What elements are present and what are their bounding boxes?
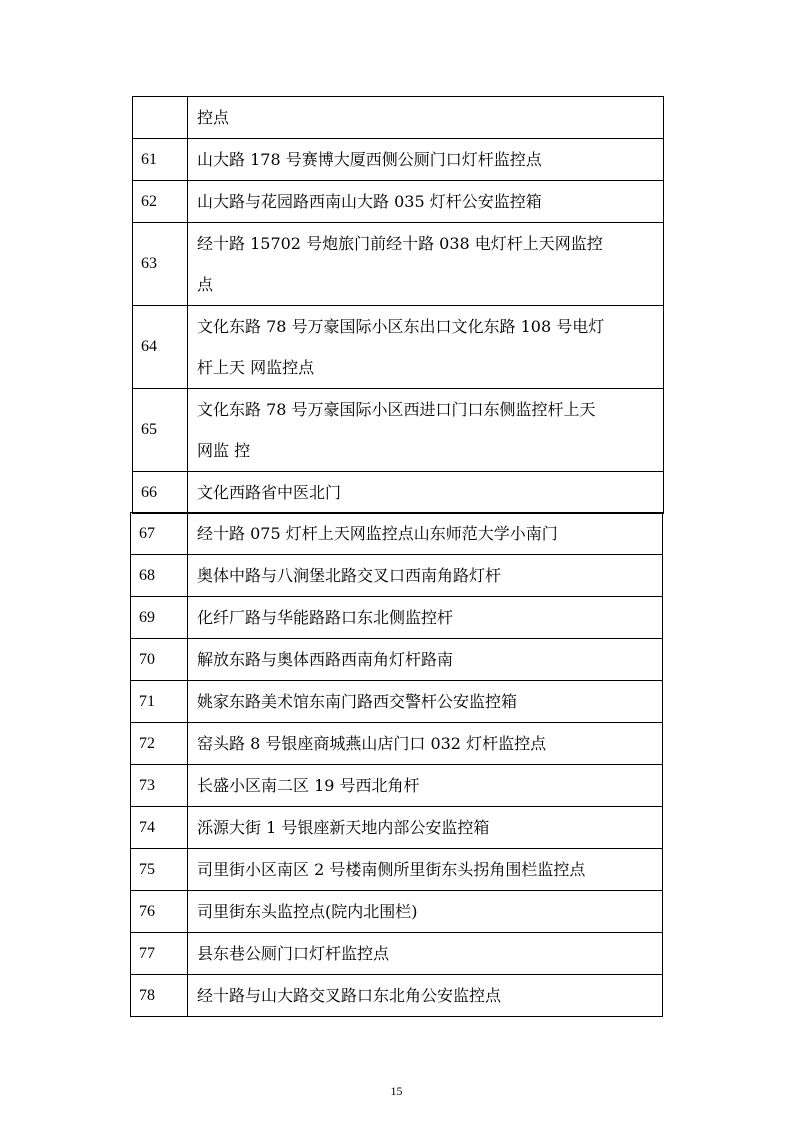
row-number: 77: [131, 933, 188, 975]
row-number: 70: [131, 639, 188, 681]
row-number: 69: [131, 597, 188, 639]
table-row: [133, 139, 664, 181]
monitoring-points-table-lower: [130, 512, 663, 1017]
table-row: [133, 472, 664, 514]
row-number: 78: [131, 975, 188, 1017]
row-number: 65: [133, 389, 188, 472]
row-number: 75: [131, 849, 188, 891]
row-number: 66: [133, 472, 188, 514]
row-number: 74: [131, 807, 188, 849]
row-location: 长盛小区南二区 19 号西北角杆: [188, 765, 663, 807]
row-location: 司里街东头监控点(院内北围栏): [188, 891, 663, 933]
page-number: 15: [390, 1084, 403, 1098]
row-location: 山大路与花园路西南山大路 035 灯杆公安监控箱: [188, 181, 664, 223]
row-location: 经十路 075 灯杆上天网监控点山东师范大学小南门: [188, 513, 663, 555]
table-row: [131, 849, 663, 891]
table-row: [131, 765, 663, 807]
row-location: 司里街小区南区 2 号楼南侧所里街东头拐角围栏监控点: [188, 849, 663, 891]
row-number: 63: [133, 223, 188, 306]
row-location: 山大路 178 号赛博大厦西侧公厕门口灯杆监控点: [188, 139, 664, 181]
table-row: [131, 933, 663, 975]
row-location: 解放东路与奥体西路西南角灯杆路南: [188, 639, 663, 681]
row-location: 文化东路 78 号万豪国际小区西进口门口东侧监控杆上天 网监 控: [188, 389, 664, 472]
table-row: [133, 181, 664, 223]
row-number: 72: [131, 723, 188, 765]
monitoring-points-table-upper: [132, 96, 664, 514]
table-row: [133, 389, 664, 472]
row-number: 62: [133, 181, 188, 223]
row-location: 县东巷公厕门口灯杆监控点: [188, 933, 663, 975]
table-row: [131, 639, 663, 681]
table-row: [133, 223, 664, 306]
table-row: [131, 807, 663, 849]
row-number: 68: [131, 555, 188, 597]
row-number: 61: [133, 139, 188, 181]
table-row: [133, 97, 664, 139]
row-location: 窑头路 8 号银座商城燕山店门口 032 灯杆监控点: [188, 723, 663, 765]
row-location: 控点: [188, 97, 664, 139]
row-location: 文化东路 78 号万豪国际小区东出口文化东路 108 号电灯 杆上天 网监控点: [188, 306, 664, 389]
row-location: 经十路与山大路交叉路口东北角公安监控点: [188, 975, 663, 1017]
table-row: [133, 306, 664, 389]
row-location: 经十路 15702 号炮旅门前经十路 038 电灯杆上天网监控 点: [188, 223, 664, 306]
table-row: [131, 891, 663, 933]
row-number: 67: [131, 513, 188, 555]
row-number: 73: [131, 765, 188, 807]
row-number: [133, 97, 188, 139]
row-location: 化纤厂路与华能路路口东北侧监控杆: [188, 597, 663, 639]
row-location: 奥体中路与八涧堡北路交叉口西南角路灯杆: [188, 555, 663, 597]
row-location: 姚家东路美术馆东南门路西交警杆公安监控箱: [188, 681, 663, 723]
table-row: [131, 681, 663, 723]
table-row: [131, 513, 663, 555]
row-number: 71: [131, 681, 188, 723]
table-row: [131, 555, 663, 597]
table-row: [131, 975, 663, 1017]
row-location: 泺源大街 1 号银座新天地内部公安监控箱: [188, 807, 663, 849]
row-number: 64: [133, 306, 188, 389]
table-row: [131, 723, 663, 765]
row-location: 文化西路省中医北门: [188, 472, 664, 514]
table-row: [131, 597, 663, 639]
row-number: 76: [131, 891, 188, 933]
